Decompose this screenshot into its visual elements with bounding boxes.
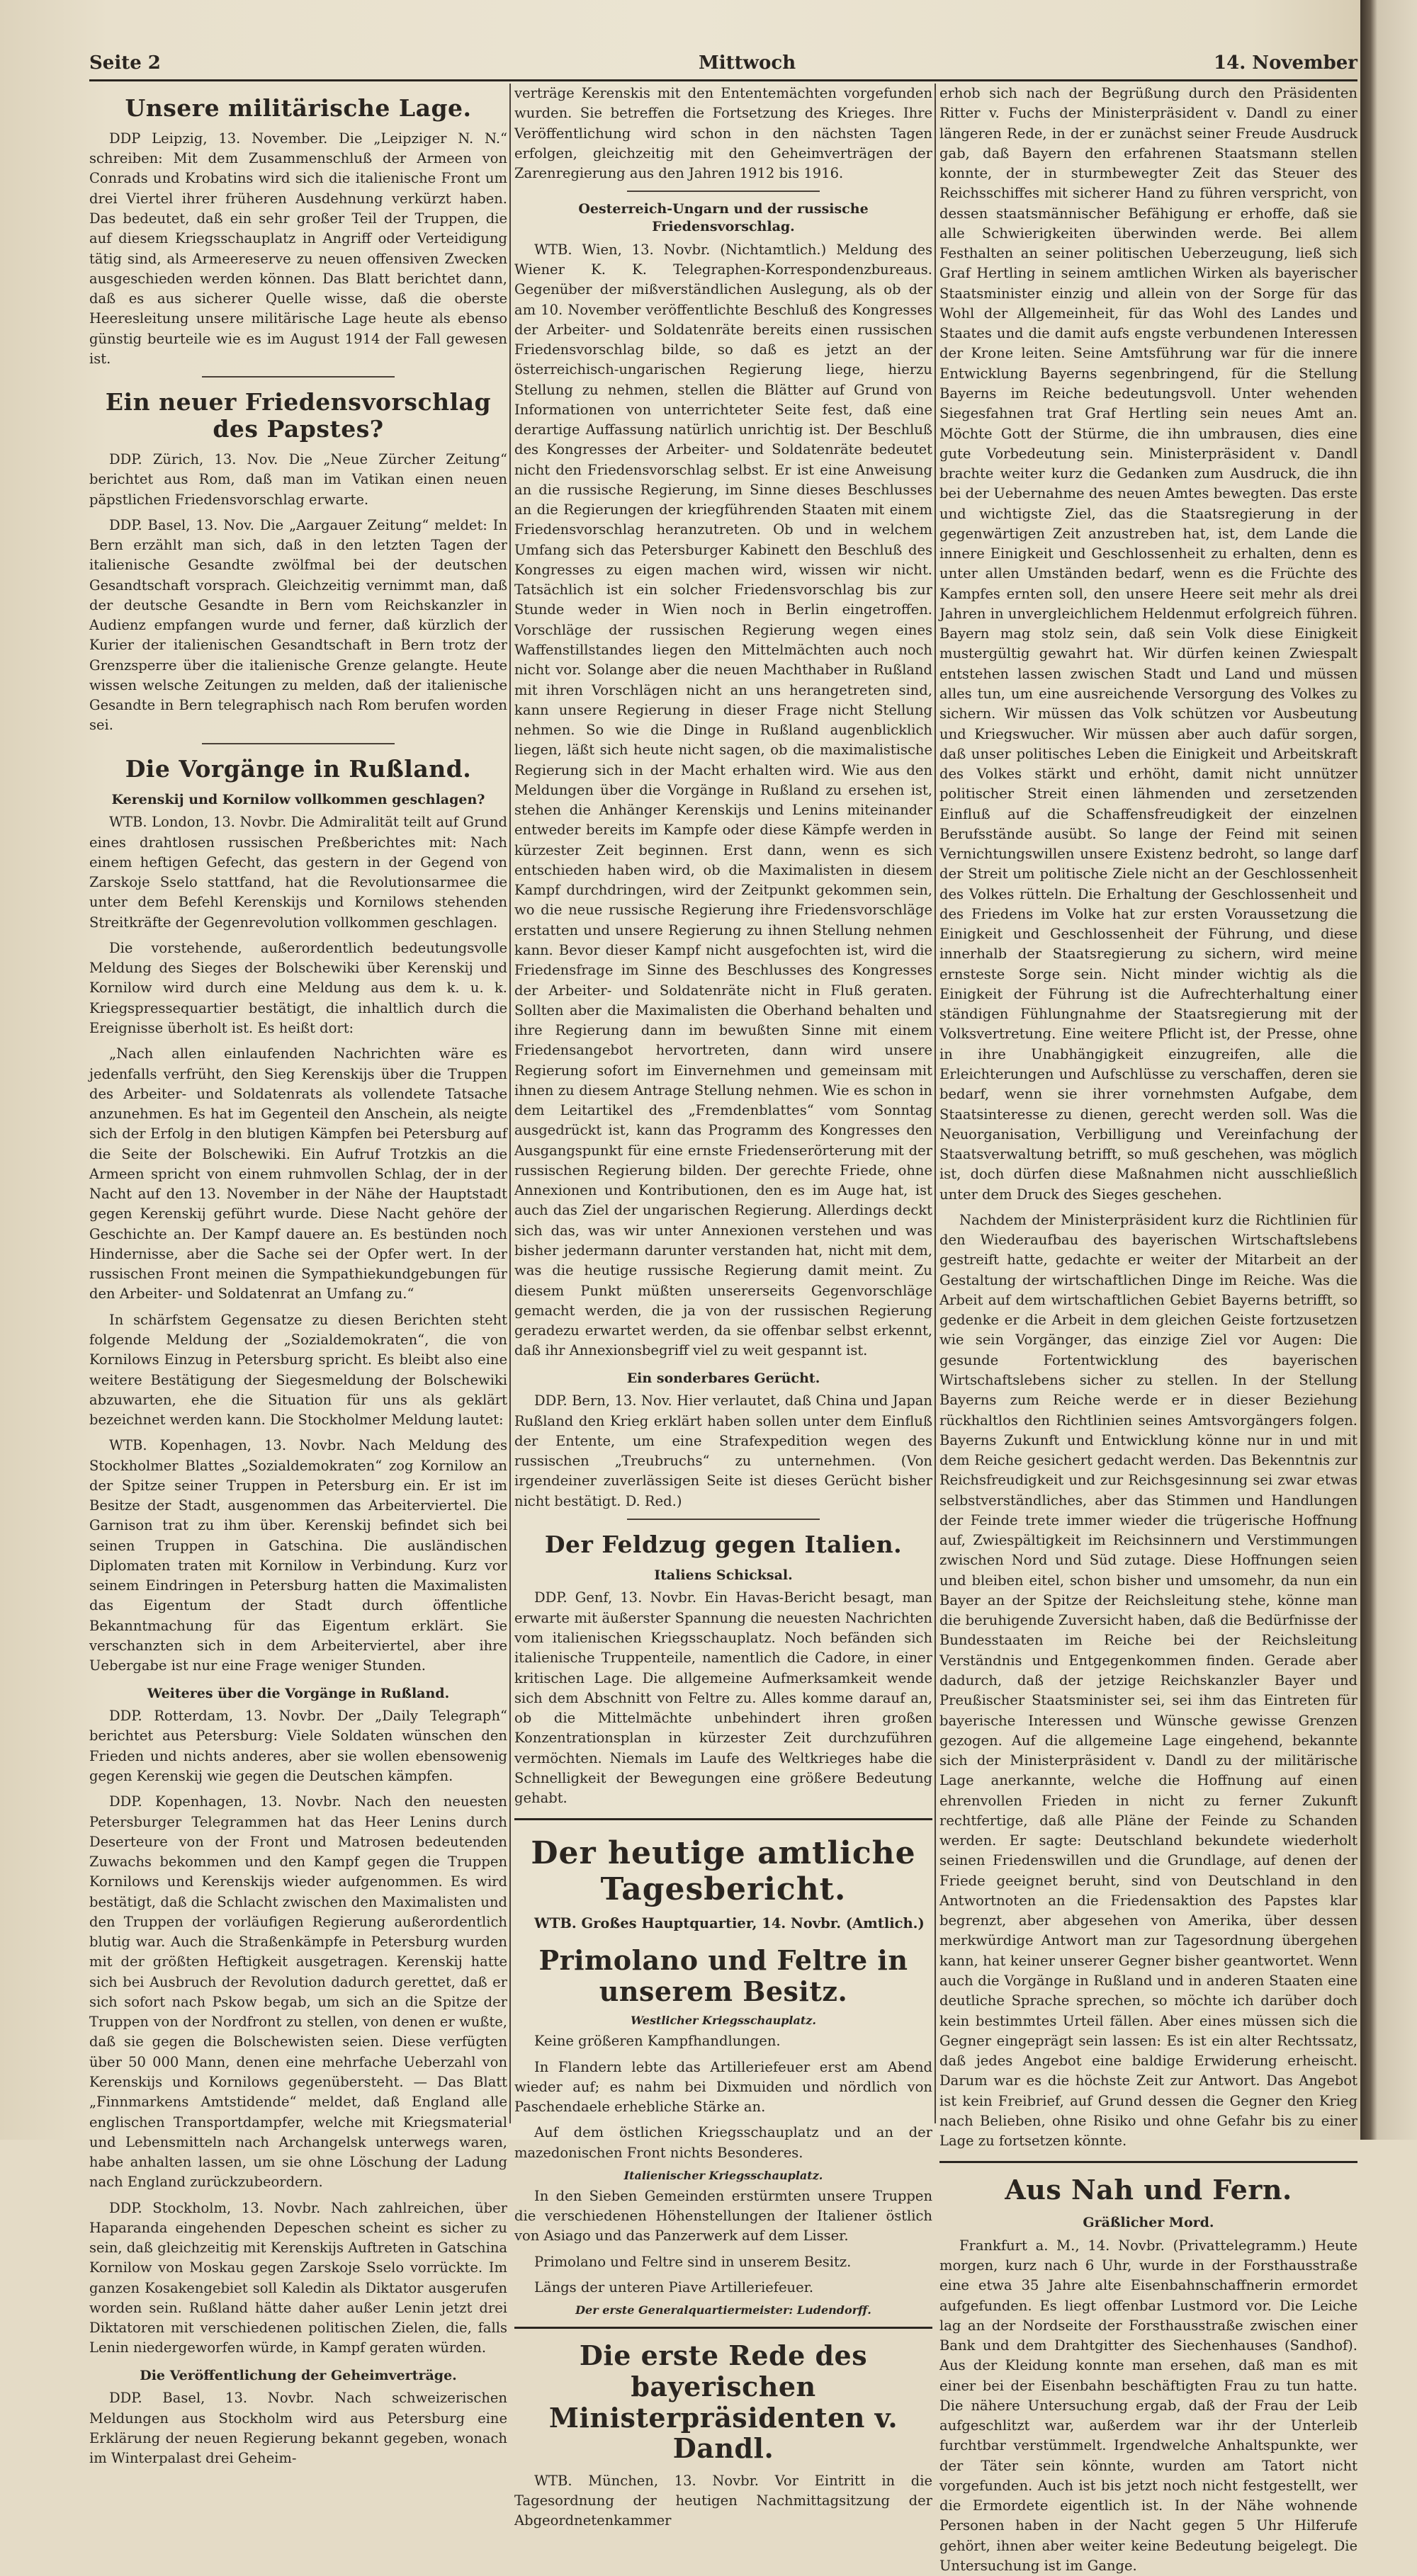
article-text: WTB. Kopenhagen, 13. Novbr. Nach Meldung des Stockholmer Blattes „Sozialdemokraten“ zog Kornilow an der Spitze seiner Truppen in Petersburg ein. Er ist im Besitze der Stadt, ausgenommen das Arbeiterviertel. Die Garnison trat zu ihm über. Kerenskij befindet sich bei seinen Truppen in Gatschina. Die ausländischen Diplomaten traten mit Kornilow in Verbindung. Kurz vor seinem Eindringen in Petersburg hatten die Maximalisten das Eigentum der Stadt durch öffentliche Bekanntmachung für das Eigentum erklärt. Sie verschanzten sich in dem Arbeiterviertel, aber ihre Uebergabe ist nur eine Frage weniger Stunden.: [89, 1437, 507, 1674]
article-text: Längs der unteren Piave Artilleriefeuer.: [534, 2279, 814, 2296]
weekday: Mittwoch: [699, 52, 796, 74]
article-text: In den Sieben Gemeinden erstürmten unsere Truppen die verschiedenen Höhenstellungen der Italiener östlich von Asiago und das Panzerwerk auf dem Lisser.: [514, 2187, 932, 2245]
headline: Ein neuer Friedensvorschlag des Papstes?: [105, 388, 492, 443]
headline: Unsere militärische Lage.: [125, 94, 472, 122]
divider: [939, 2161, 1357, 2163]
column-1: [89, 84, 507, 2467]
headline: Die Vorgänge in Rußland.: [125, 754, 472, 783]
header-date: 14. November: [1214, 52, 1357, 74]
article-text: erhob sich nach der Begrüßung durch den Präsidenten Ritter v. Fuchs der Ministerpräsident v. Dandl zu einer längeren Rede, in der er zunächst seiner Freude Ausdruck gab, daß Bayern den erfahrenen Staatsmann stellen konnte, der in sturmbewegter Zeit das Steuer des Reichsschiffes mit sicherer Hand zu führen verspricht, von dessen staatsmännischer Befähigung er erhoffe, daß sie alle Schwierigkeiten überwinden werde. Bei allem Festhalten an seiner politischen Ueberzeugung, ließ sich Graf Hertling in seinem amtlichen Wirken als bayerischer Staatsminister einzig und allein von der Sorge für das Wohl der Allgemeinheit, für das Wohl des Landes und Staates und die damit aufs engste verbundenen Interessen der Krone leiten. Seine Amtsführung war für die innere Entwicklung Bayerns segenbringend, für die Stellung Bayerns im Reiche bedeutungsvoll. Unter wehenden Siegesfahnen trat Graf Hertling sein neues Amt an. Möchte Gott der Stürme, die ihn umbrausen, dies eine gute Vorbedeutung sein. Ministerpräsident v. Dandl brachte weiter kurz die Gedanken zum Ausdruck, die ihn bei der Uebernahme des neuen Amtes bewegten. Das erste und wichtigste Ziel, das die Staatsregierung in der gegenwärtigen Zeit anzustreben hat, ist, dem Lande die innere Einigkeit und Geschlossenheit zu erhalten, denn es unter allen Umständen bedarf, wenn es die Früchte des Kampfes ernten soll, den unsere Heere seit mehr als drei Jahren in unvergleichlichem Heldenmut erfolgreich führen. Bayern mag stolz sein, daß sein Volk diese Einigkeit mustergültig gewahrt hat. Wir dürfen keinen Zwiespalt entstehen lassen zwischen Stadt und Land und müssen alles tun, um eine ausreichende Versorgung des Volkes zu sichern. Wir müssen das Volk schützen vor Ausbeutung und Kriegswucher. Wir müssen aber auch dafür sorgen, daß unser politisches Leben die Einigkeit und Arbeitskraft des Volkes stärkt und erhöht, damit nicht unnützer politischer Streit einen lähmenden und zersetzenden Einfluß auf die Schaffensfreudigkeit der einzelnen Berufsstände ausübt. So lange der Feind mit seinen Vernichtungswillen unsere Existenz bedroht, so lange darf der Streit um politische Ziele nicht an der Geschlossenheit des Volkes rütteln. Die Erhaltung der Geschlossenheit und des Friedens im Volke hat zur ersten Voraussetzung die Einigkeit und Geschlossenheit der Führung, und diese innerhalb der Staatsregierung zu sichern, wird meine ernsteste Sorge sein. Nicht minder wichtig als die Einigkeit der Führung ist die Aufrechterhaltung einer ständigen Fühlungnahme der Staatsregierung mit der Volksvertretung. Eine weitere Pflicht ist, der Presse, ohne in ihre Unabhängigkeit einzugreifen, alle die Erleichterungen und Aufschlüsse zu verschaffen, deren sie bedarf, wenn sie ihrer vornehmsten Aufgabe, dem Staatsinteresse zu dienen, gerecht werden soll. Was die Neuorganisation, Verbilligung und Vereinfachung der Staatsverwaltung betrifft, so muß geschehen, was möglich ist, doch dürfen diese Maßnahmen nicht ausschließlich unter dem Druck des Sieges geschehen.: [939, 85, 1357, 1203]
divider: [202, 743, 394, 744]
section-label: Westlicher Kriegsschauplatz.: [631, 2014, 816, 2028]
article-text: In schärfstem Gegensatze zu diesen Berichten steht folgende Meldung der „Sozialdemokraten“, die von Kornilows Einzug in Petersburg spricht. Es bleibt also eine weitere Bestätigung der Siegesmeldung der Bolschewiki abzuwarten, ehe die Situation für uns als geklärt bezeichnet werden kann. Die Stockholmer Meldung lautet:: [89, 1311, 507, 1429]
article-text: DDP. Basel, 13. Novbr. Nach schweizerischen Meldungen aus Stockholm wird aus Petersburg eine Erklärung der neuen Regierung bekannt gegeben, wonach im Winterpalast drei Geheim-: [89, 2390, 507, 2467]
divider: [627, 191, 819, 192]
headline: Aus Nah und Fern.: [1005, 2174, 1292, 2206]
subheadline: Weiteres über die Vorgänge in Rußland.: [147, 1685, 450, 1701]
article-text: DDP. Basel, 13. Nov. Die „Aargauer Zeitung“ meldet: In Bern erzählt man sich, daß in den letzten Tagen der italienische Gesandte zwölfmal bei der deutschen Gesandtschaft vorsprach. Gleichzeitig vernimmt man, daß der deutsche Gesandte in Bern vom Reichskanzler in Audienz empfangen wurde und ferner, daß kürzlich der Kurier der italienischen Gesandtschaft in Bern trotz der Grenzsperre über die italienische Grenze gelangte. Heute wissen welsche Zeitungen zu melden, daß der italienische Gesandte in Bern telegraphisch nach Rom berufen worden sei.: [89, 516, 507, 734]
article-text: DDP Leipzig, 13. November. Die „Leipziger N. N.“ schreiben: Mit dem Zusammenschluß der Armeen von Conrads und Krobatins wird sich die italienische Front um drei Viertel ihrer früheren Ausdehnung verkürzt haben. Das bedeutet, daß ein sehr großer Teil der Truppen, die auf diesem Kriegsschauplatz in Angriff oder Verteidigung tätig sind, als Armeereserve zu neuen offensiven Zwecken ausgeschieden werden können. Das Blatt berichtet dann, daß es aus sicherer Quelle wisse, daß die oberste Heeresleitung unsere militärische Lage heute als ebenso günstig beurteile wie es im August 1914 der Fall gewesen ist.: [89, 130, 507, 367]
article-text: Die vorstehende, außerordentlich bedeutungsvolle Meldung des Sieges der Bolschewiki über Kerenskij und Kornilow wird durch eine Meldung aus dem k. u. k. Kriegspressequartier bestätigt, die inhaltlich durch die Ereignisse überholt ist. Es heißt dort:: [89, 939, 507, 1036]
article-text: DDP. Rotterdam, 13. Novbr. Der „Daily Telegraph“ berichtet aus Petersburg: Viele Soldaten wünschen den Frieden und nichts anderes, aber sie wollen ebensowenig gegen Kerenskij wie gegen die Deutschen kämpfen.: [89, 1708, 507, 1784]
divider: [514, 2327, 932, 2329]
section-label: Italienischer Kriegsschauplatz.: [623, 2168, 823, 2182]
column-2: [514, 84, 932, 2529]
article-text: DDP. Kopenhagen, 13. Novbr. Nach den neuesten Petersburger Telegrammen hat das Heer Lenins durch Deserteure von der Front und Matrosen bedeutenden Zuwachs bekommen und den Kampf gegen die Truppen Kornilows und Kerenskijs wieder aufgenommen. Es wird bestätigt, daß die Schlacht zwischen den Maximalisten und den Truppen der vorläufigen Regierung außerordentlich blutig war. Auch die Straßenkämpfe in Petersburg wurden mit der größten Heftigkeit ausgetragen. Kerenskij hatte sich bei Ausbruch der Revolution dadurch gerettet, daß er sich sofort nach Pskow begab, um sich an die Spitze der Truppen von der Nordfront zu stellen, von denen er wußte, daß sie gegen die Bolschewisten seien. Diese verfügten über 50 000 Mann, denen eine mehrfache Ueberzahl von Kerenskijs und Kornilows gegenübersteht. — Das Blatt „Finnmarkens Amtstidende“ meldet, daß England alle englischen Transportdampfer, welche mit Kriegsmaterial und Lebensmitteln nach Archangelsk unterwegs waren, habe anhalten lassen, um sie ohne Löschung der Ladung nach England zurückzubeordern.: [89, 1793, 507, 2191]
dateline: WTB. Großes Hauptquartier, 14. Novbr. (Amtlich.): [534, 1914, 925, 1931]
article-text: DDP. Stockholm, 13. Novbr. Nach zahlreichen, über Haparanda eingehenden Depeschen scheint es sicher zu sein, daß gleichzeitig mit Kerenskijs Auftreten in Gatschina Kornilow von Moskau gegen Zarskoje Sselo vorrückte. Im ganzen Kosakengebiet soll Kaledin als Diktator ausgerufen worden sein. Rußland hätte daher außer Lenin jetzt drei Diktatoren mit verschiedenen politischen Zielen, die, falls Lenin niedergeworfen würde, in Kampf geraten würden.: [89, 2199, 507, 2356]
subheadline: Oesterreich-Ungarn und der russische Friedensvorschlag.: [578, 201, 869, 235]
article-text: Frankfurt a. M., 14. Novbr. (Privattelegramm.) Heute morgen, kurz nach 6 Uhr, wurde in der Forsthausstraße eine etwa 35 Jahre alte Eisenbahnschaffnerin ermordet aufgefunden. Es liegt offenbar Lustmord vor. Die Leiche lag an der Nordseite der Forsthausstraße zwischen einer Bank und dem Drahtgitter des Siechenhauses (Sandhof). Aus der Kleidung konnte man ersehen, daß man es mit einer bei der Eisenbahn beschäftigten Frau zu tun hatte. Die nähere Untersuchung ergab, daß der Frau der Leib aufgeschlitzt war, außerdem war ihr der Unterleib furchtbar verstümmelt. Irgendwelche Anhaltspunkte, wer der Täter sein könnte, wurden am Tatort nicht vorgefunden. Auch ist bis jetzt noch nicht festgestellt, wer die Ermordete eigentlich ist. In der Nähe wohnende Personen haben in der Nacht gegen 5 Uhr Hilferufe gehört, ihnen aber weiter keine Bedeutung beigelegt. Die Untersuchung ist im Gange.: [939, 2237, 1357, 2574]
article-text: Primolano und Feltre sind in unserem Besitz.: [534, 2253, 852, 2270]
column-3: [939, 84, 1357, 2574]
article-text: DDP. Genf, 13. Novbr. Ein Havas-Bericht besagt, man erwarte mit äußerster Spannung die neuesten Nachrichten vom italienischen Kriegsschauplatz. Noch befänden sich italienische Truppenteile, namentlich die Cadore, in einer kritischen Lage. Die allgemeine Aufmerksamkeit wende sich dem Abschnitt von Feltre zu. Alles komme darauf an, ob die Mittelmächte unbehindert ihren großen Konzentrationsplan in kürzester Zeit durchzuführen vermöchten. Niemals im Laufe des Weltkrieges habe die Schnelligkeit der Bewegungen eine größere Bedeutung gehabt.: [514, 1589, 932, 1807]
subheadline: Die Veröffentlichung der Geheimverträge.: [140, 2367, 457, 2383]
column-rule: [509, 84, 511, 2123]
article-text: WTB. München, 13. Novbr. Vor Eintritt in die Tagesordnung der heutigen Nachmittagsitzung der Abgeordnetenkammer: [514, 2472, 932, 2529]
subheadline: Ein sonderbares Gerücht.: [626, 1370, 820, 1386]
subheadline: Gräßlicher Mord.: [1083, 2215, 1214, 2231]
page-label: Seite 2: [89, 52, 161, 74]
subheadline: Italiens Schicksal.: [654, 1567, 793, 1583]
article-text: verträge Kerenskis mit den Ententemächten vorgefunden wurden. Sie betreffen die Fortsetzung des Krieges. Ihre Veröffentlichung wird schon in den nächsten Tagen erfolgen, gleichzeitig mit den Geheimverträgen der Zarenregierung aus den Jahren 1912 bis 1916.: [514, 85, 932, 182]
column-rule: [935, 84, 936, 2123]
subheadline: Kerenskij und Kornilow vollkommen geschlagen?: [111, 791, 485, 807]
headline-tagesbericht: Der heutige amtliche Tagesbericht.: [531, 1835, 916, 1907]
divider: [627, 1519, 819, 1520]
article-text: DDP. Bern, 13. Nov. Hier verlautet, daß China und Japan Rußland den Krieg erklärt haben sollen unter dem Einfluß der Entente, um eine Strafexpedition wegen des russischen „Treubruchs“ zu unternehmen. (Von irgendeiner zuverlässigen Seite ist dieses Gerücht bisher nicht bestätigt. D. Red.): [514, 1392, 932, 1509]
article-text: WTB. Wien, 13. Novbr. (Nichtamtlich.) Meldung des Wiener K. K. Telegraphen-Korrespondenzbureaus. Gegenüber der mißverständlichen Auslegung, als ob der am 10. November veröffentlichte Beschluß des Kongresses der Arbeiter- und Soldatenräte bereits einen russischen Friedensvorschlag bilde, so daß es jetzt an der österreichisch-ungarischen Regierung liege, hierzu Stellung zu nehmen, stellen die Blätter auf Grund von Informationen von unterrichteter Seite fest, daß eine derartige Auffassung natürlich unrichtig ist. Der Beschluß des Kongresses der Arbeiter- und Soldatenräte bedeutet nicht den Friedensvorschlag selbst. Er ist eine Anweisung an die russische Regierung, im Sinne dieses Beschlusses an die Regierungen der kriegführenden Staaten mit einem Friedensvorschlag heranzutreten. Ob und in welchem Umfang sich das Petersburger Kabinett den Beschluß des Kongresses zu eigen machen wird, wissen wir nicht. Tatsächlich ist ein solcher Friedensvorschlag bis zur Stunde weder in Wien noch in Berlin eingetroffen. Vorschläge der russischen Regierung wegen eines Waffenstillstandes liegen den Mittelmächten auch noch nicht vor. Solange aber die neuen Machthaber in Rußland mit ihren Vorschlägen nicht an uns herangetreten sind, kann unsere Regierung in dieser Frage nicht Stellung nehmen. So wie die Dinge in Rußland augenblicklich liegen, läßt sich heute nicht sagen, ob die maximalistische Regierung sich in der Macht erhalten wird. Wie aus den Meldungen über die Vorgänge in Rußland zu ersehen ist, stehen die Anhänger Kerenskijs und Lenins miteinander entweder bereits im Kampfe oder diese Kämpfe werden in kürzester Zeit beginnen. Erst dann, wenn es sich entschieden haben wird, ob die Maximalisten in diesem Kampf durchdringen, wird der Zeitpunkt gekommen sein, wo die neue russische Regierung ihre Friedensvorschläge erstatten und unsere Regierung zu ihnen Stellung nehmen kann. Bevor dieser Kampf nicht ausgefochten ist, wird die Friedensfrage im Sinne des Beschlusses des Kongresses der Arbeiter- und Soldatenräte nicht in Fluß geraten. Sollten aber die Maximalisten die Oberhand behalten und ihre Regierung dann im bewußten Sinne mit einem Friedensangebot hervortreten, dann wird unsere Regierung sofort im Einvernehmen und gemeinsam mit ihnen zu diesem Antrage Stellung nehmen. Wie es schon in dem Leitartikel des „Fremdenblattes“ vom Sonntag ausgedrückt ist, kann das Programm des Kongresses den Ausgangspunkt für eine ernste Friedenserörterung mit der russischen Regierung bilden. Der gerechte Friede, ohne Annexionen und Kontributionen, den es im Auge hat, ist auch das Ziel der ungarischen Regierung. Allerdings deckt sich das, was wir unter Annexionen verstehen und was bisher jedermann darunter verstanden hat, nicht mit dem, was die heutige russische Regierung damit meint. Zu diesem Punkt müßten unsererseits Gegenvorschläge gemacht werden, die ja von der russischen Regierung geradezu erwartet werden, da sie offenbar selbst erkennt, daß ihr Annexionsbegriff viel zu weit gespannt ist.: [514, 241, 932, 1359]
page-header: [89, 44, 1357, 81]
page-edge: [1360, 0, 1417, 2140]
signature: Der erste Generalquartiermeister: Ludendorff.: [575, 2303, 871, 2317]
article-text: Keine größeren Kampfhandlungen.: [534, 2033, 781, 2050]
headline: Der Feldzug gegen Italien.: [544, 1530, 903, 1558]
headline: Die erste Rede des bayerischen Ministerpräsidenten v. Dandl.: [548, 2339, 898, 2465]
article-text: Auf dem östlichen Kriegsschauplatz und an der mazedonischen Front nichts Besonderes.: [514, 2124, 932, 2161]
article-text: WTB. London, 13. Novbr. Die Admiralität teilt auf Grund eines drahtlosen russischen Preßberichtes mit: Nach einem heftigen Gefecht, das gestern in der Gegend von Zarskoje Sselo stattfand, hat die Revolutionsarmee die unter dem Befehl Kerenskijs und Kornilows stehenden Streitkräfte der Gegenrevolution vollkommen geschlagen.: [89, 814, 507, 931]
article-text: „Nach allen einlaufenden Nachrichten wäre es jedenfalls verfrüht, den Sieg Kerenskijs über die Truppen des Arbeiter- und Soldatenrats als vollendete Tatsache anzunehmen. Es hat im Gegenteil den Anschein, als neigte sich der Erfolg in den blutigen Kämpfen bei Petersburg auf die Seite der Bolschewiki. Ein Aufruf Trotzkis an die Armeen spricht von einem ruhmvollen Schlag, der in der Nacht auf den 13. November in der Nähe der Hauptstadt gegen Kerenskij geführt wurde. Diese Nacht gehöre der Geschichte an. Der Kampf dauere an. Es bestünden noch Hindernisse, aber die Sache sei der Opfer wert. In der russischen Front meinen die Sympathiekundgebungen für den Arbeiter- und Soldatenrat an Umfang zu.“: [89, 1045, 507, 1303]
divider: [202, 376, 394, 378]
divider: [514, 1818, 932, 1820]
article-text: Nachdem der Ministerpräsident kurz die Richtlinien für den Wiederaufbau des bayerischen Wirtschaftslebens gestreift hatte, gedachte er weiter der Mitarbeit an der Gestaltung der wirtschaftlichen Dinge im Reiche. Was die Arbeit auf dem wirtschaftlichen Gebiet Bayerns betrifft, so gedenke er die Arbeit in dem gleichen Geiste fortzusetzen wie sein Vorgänger, das einzige Ziel vor Augen: Die gesunde Fortentwicklung des bayerischen Wirtschaftslebens sicher zu stellen. In der Stellung Bayerns zum Reiche werde er in dieser Beziehung rückhaltlos den Richtlinien seines Amtsvorgängers folgen. Bayerns Zukunft und Entwicklung könne nur in und mit dem Reiche gesichert gedacht werden. Das Bekenntnis zur Reichsfreudigkeit und zur Reichsgesinnung sei zwar etwas selbstverständliches, aber das Stimmen und Handlungen der Feinde trete immer wieder die trügerische Hoffnung auf, Zwiespältigkeit im Reichsinnern und Verstimmungen zwischen Nord und Süd zutage. Diese Hoffnungen seien und bleiben eitel, schon bisher und umsomehr, da nun ein Bayer an der Spitze der Reichsleitung stehe, könne man die beruhigende Zuversicht haben, daß die Bedürfnisse der Bundesstaaten im Reiche bei der Reichsleitung Verständnis und Entgegenkommen finden. Gerade aber dadurch, daß der jetzige Reichskanzler Bayer und Preußischer Staatsminister sei, sei ihm das Eintreten für bayerische Interessen und Wünsche gewisse Grenzen gezogen. Auf die allgemeine Lage eingehend, bekannte sich der Ministerpräsident v. Dandl zu der militärische Lage anerkannte, welche die Hoffnung auf einen ehrenvollen Frieden in nicht zu ferner Zukunft rechtfertige, daß alle Pläne der Feinde zu Schanden werden. Er sagte: Deutschland bekundete wiederholt seinen Friedenswillen und die Grundlage, auf denen der Friede geeignet beruht, sind von Deutschland in den Antwortnoten an die Friedensaktion des Papstes klar begrenzt, aber abgesehen von Amerika, über dessen merkwürdige Antwort man zur Tagesordnung übergehen kann, hat keiner unserer Gegner bisher geantwortet. Wenn auch die Vorgänge in Rußland und in anderen Staaten eine deutliche Sprache sprechen, so möchte ich darüber doch kein bestimmtes Urteil fällen. Aber eines müssen sich die Gegner eingeprägt sein lassen: Es ist ein alter Rechtssatz, daß jedes Angebot eine baldige Erwiderung erheischt. Darum war es die höchste Zeit zur Antwort. Das Angebot ist kein Freibrief, auf Grund dessen die Gegner den Krieg nach Belieben, ohne Risiko und ohne Gefahr bis zu einer Lage zu fortsetzen könnte.: [939, 1211, 1357, 2150]
headline-primolano: Primolano und Feltre in unserem Besitz.: [538, 1944, 908, 2007]
article-text: DDP. Zürich, 13. Nov. Die „Neue Zürcher Zeitung“ berichtet aus Rom, daß man im Vatikan einen neuen päpstlichen Friedensvorschlag erwarte.: [89, 451, 507, 508]
article-text: In Flandern lebte das Artilleriefeuer erst am Abend wieder auf; es nahm bei Dixmuiden und nördlich von Paschendaele erhebliche Stärke an.: [514, 2058, 932, 2116]
